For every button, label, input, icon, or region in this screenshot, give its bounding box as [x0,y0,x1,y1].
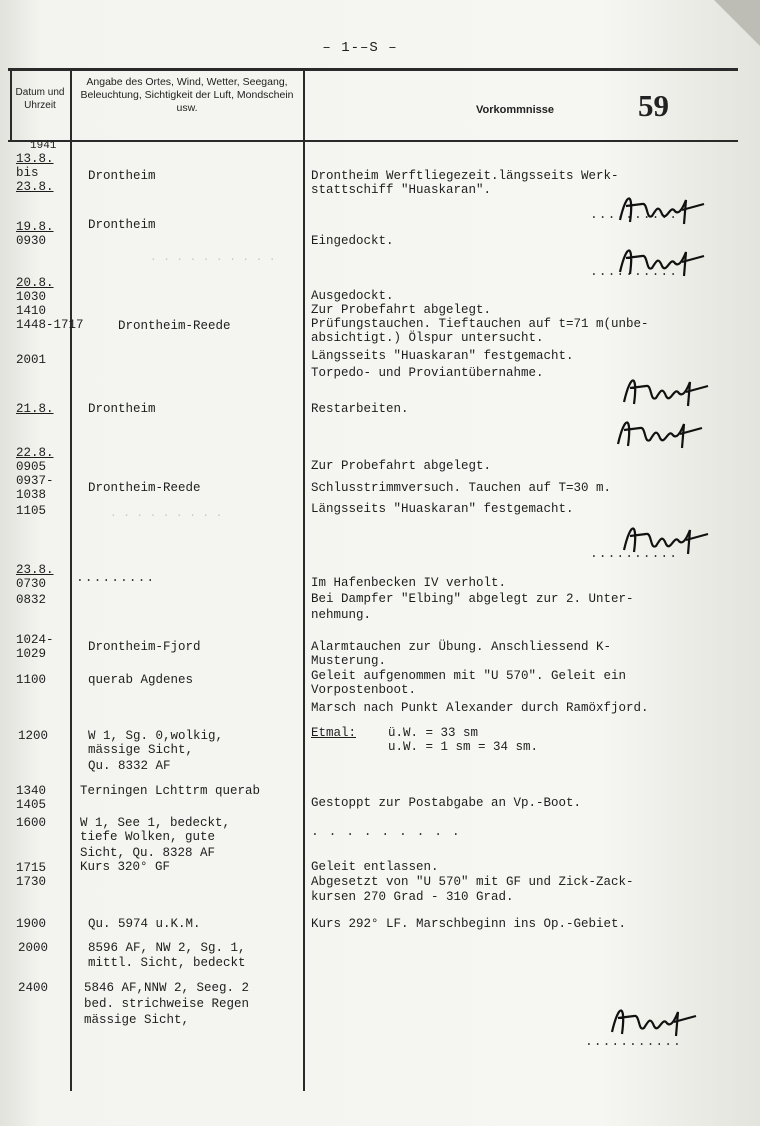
event-line: Kurs 292° LF. Marschbeginn ins Op.-Gebiet. [311,917,627,931]
event-line: Ausgedockt. [311,289,394,303]
signature-mark [612,232,712,292]
time-cell: 2001 [16,353,47,367]
place-cell: Drontheim-Reede [118,319,231,333]
date-cell: 21.8. [16,402,54,416]
event-line: Abgesetzt von "U 570" mit GF und Zick-Zack- [311,875,634,889]
time-cell: 1600 [16,816,47,830]
header-date-time: Datum und Uhrzeit [15,87,65,111]
signature-dots: .......... [590,207,679,222]
folded-corner [714,0,760,46]
time-cell: 2400 [18,981,49,995]
place-cell: Kurs 320° GF [80,860,171,874]
time-cell: 0937- [16,474,54,488]
place-cell: tiefe Wolken, gute [80,830,216,844]
date-cell: 22.8. [16,446,54,460]
header-bottom-rule [8,140,738,142]
date-cell: 13.8. [16,152,54,166]
column-rule-1 [70,69,72,1091]
time-cell: 1030 [16,290,47,304]
show-through-text: . . . . . . . . . [110,508,223,520]
place-cell: bed. strichweise Regen [84,997,250,1011]
time-cell: 1340 [16,784,47,798]
event-line: Längsseits "Huaskaran" festgemacht. [311,349,574,363]
event-line: nehmung. [311,608,372,622]
time-cell: 0905 [16,460,47,474]
event-line: Gestoppt zur Postabgabe an Vp.-Boot. [311,796,582,810]
signature-dots: ........... [585,1034,682,1049]
place-cell: Drontheim [88,402,156,416]
event-line: Im Hafenbecken IV verholt. [311,576,507,590]
time-cell: 1410 [16,304,47,318]
place-cell: 8596 AF, NW 2, Sg. 1, [88,941,246,955]
event-line: Musterung. [311,654,387,668]
show-through-text: . . . . . . . . . . [150,252,276,264]
year-label: 1941 [30,140,57,152]
header-events: Vorkommnisse [475,104,555,116]
date-cell: 23.8. [16,563,54,577]
place-cell: 5846 AF,NNW 2, Seeg. 2 [84,981,250,995]
place-cell: Terningen Lchttrm querab [80,784,261,798]
time-cell: 1200 [18,729,49,743]
time-cell: 1900 [16,917,47,931]
time-cell: 1448-1717 [16,318,84,332]
event-line: Marsch nach Punkt Alexander durch Ramöxfjord. [311,701,649,715]
folio-number: 59 [638,88,669,123]
etmal-label: Etmal: [311,726,357,740]
event-line: u.W. = 1 sm = 34 sm. [388,740,539,754]
place-cell: Drontheim-Fjord [88,640,201,654]
table-top-rule [8,68,738,71]
place-cell: Sicht, Qu. 8328 AF [80,846,216,860]
date-cell: bis [16,166,39,180]
place-cell: mittl. Sicht, bedeckt [88,956,246,970]
time-cell: 0730 [16,577,47,591]
event-line: stattschiff "Huaskaran". [311,183,492,197]
time-cell: 1100 [16,673,47,687]
signature-mark [616,510,716,570]
event-line: Geleit entlassen. [311,860,439,874]
place-cell: Drontheim [88,218,156,232]
page-number-top: – 1-–S – [322,40,398,56]
event-line: Zur Probefahrt abgelegt. [311,459,492,473]
event-line: Eingedockt. [311,234,394,248]
place-cell: Drontheim [88,169,156,183]
place-cell: Drontheim-Reede [88,481,201,495]
leader-dots: ......... [76,570,156,585]
event-line: Alarmtauchen zur Übung. Anschliessend K- [311,640,612,654]
place-cell: Qu. 5974 u.K.M. [88,917,201,931]
signature-mark [610,404,710,464]
time-cell: 1038 [16,488,47,502]
column-rule-2 [303,69,305,1091]
time-cell: 1730 [16,875,47,889]
time-cell: 2000 [18,941,49,955]
event-line: Drontheim Werftliegezeit.längsseits Werk- [311,169,619,183]
event-line: Bei Dampfer "Elbing" abgelegt zur 2. Unter- [311,592,634,606]
time-cell: 0930 [16,234,47,248]
place-cell: W 1, Sg. 0,wolkig, [88,729,224,743]
event-line: absichtigt.) Ölspur untersucht. [311,331,544,345]
signature-dots: .......... [590,546,679,561]
time-cell: 1029 [16,647,47,661]
event-line: Torpedo- und Proviantübernahme. [311,366,544,380]
place-cell: querab Agdenes [88,673,194,687]
leader-dots: . . . . . . . . . [311,824,461,839]
time-cell: 1024- [16,633,54,647]
event-line: Vorpostenboot. [311,683,417,697]
event-line: Restarbeiten. [311,402,409,416]
signature-dots: .......... [590,264,679,279]
header-place-weather: Angabe des Ortes, Wind, Wetter, Seegang, Beleuchtung, Sichtigkeit der Luft, Mondschein usw. [80,76,294,114]
place-cell: mässige Sicht, [84,1013,190,1027]
time-cell: 1405 [16,798,47,812]
signature-mark [612,180,712,240]
event-line: Geleit aufgenommen mit "U 570". Geleit ein [311,669,627,683]
event-line: Schlusstrimmversuch. Tauchen auf T=30 m. [311,481,612,495]
event-line: Prüfungstauchen. Tieftauchen auf t=71 m(unbe- [311,317,649,331]
signature-mark [604,992,704,1052]
event-line: Zur Probefahrt abgelegt. [311,303,492,317]
time-cell: 0832 [16,593,47,607]
date-cell: 23.8. [16,180,54,194]
event-line: ü.W. = 33 sm [388,726,479,740]
date-cell: 19.8. [16,220,54,234]
place-cell: W 1, See 1, bedeckt, [80,816,231,830]
date-cell: 20.8. [16,276,54,290]
place-cell: mässige Sicht, [88,743,194,757]
time-cell: 1105 [16,504,47,518]
event-line: kursen 270 Grad - 310 Grad. [311,890,514,904]
event-line: Längsseits "Huaskaran" festgemacht. [311,502,574,516]
place-cell: Qu. 8332 AF [88,759,171,773]
time-cell: 1715 [16,861,47,875]
